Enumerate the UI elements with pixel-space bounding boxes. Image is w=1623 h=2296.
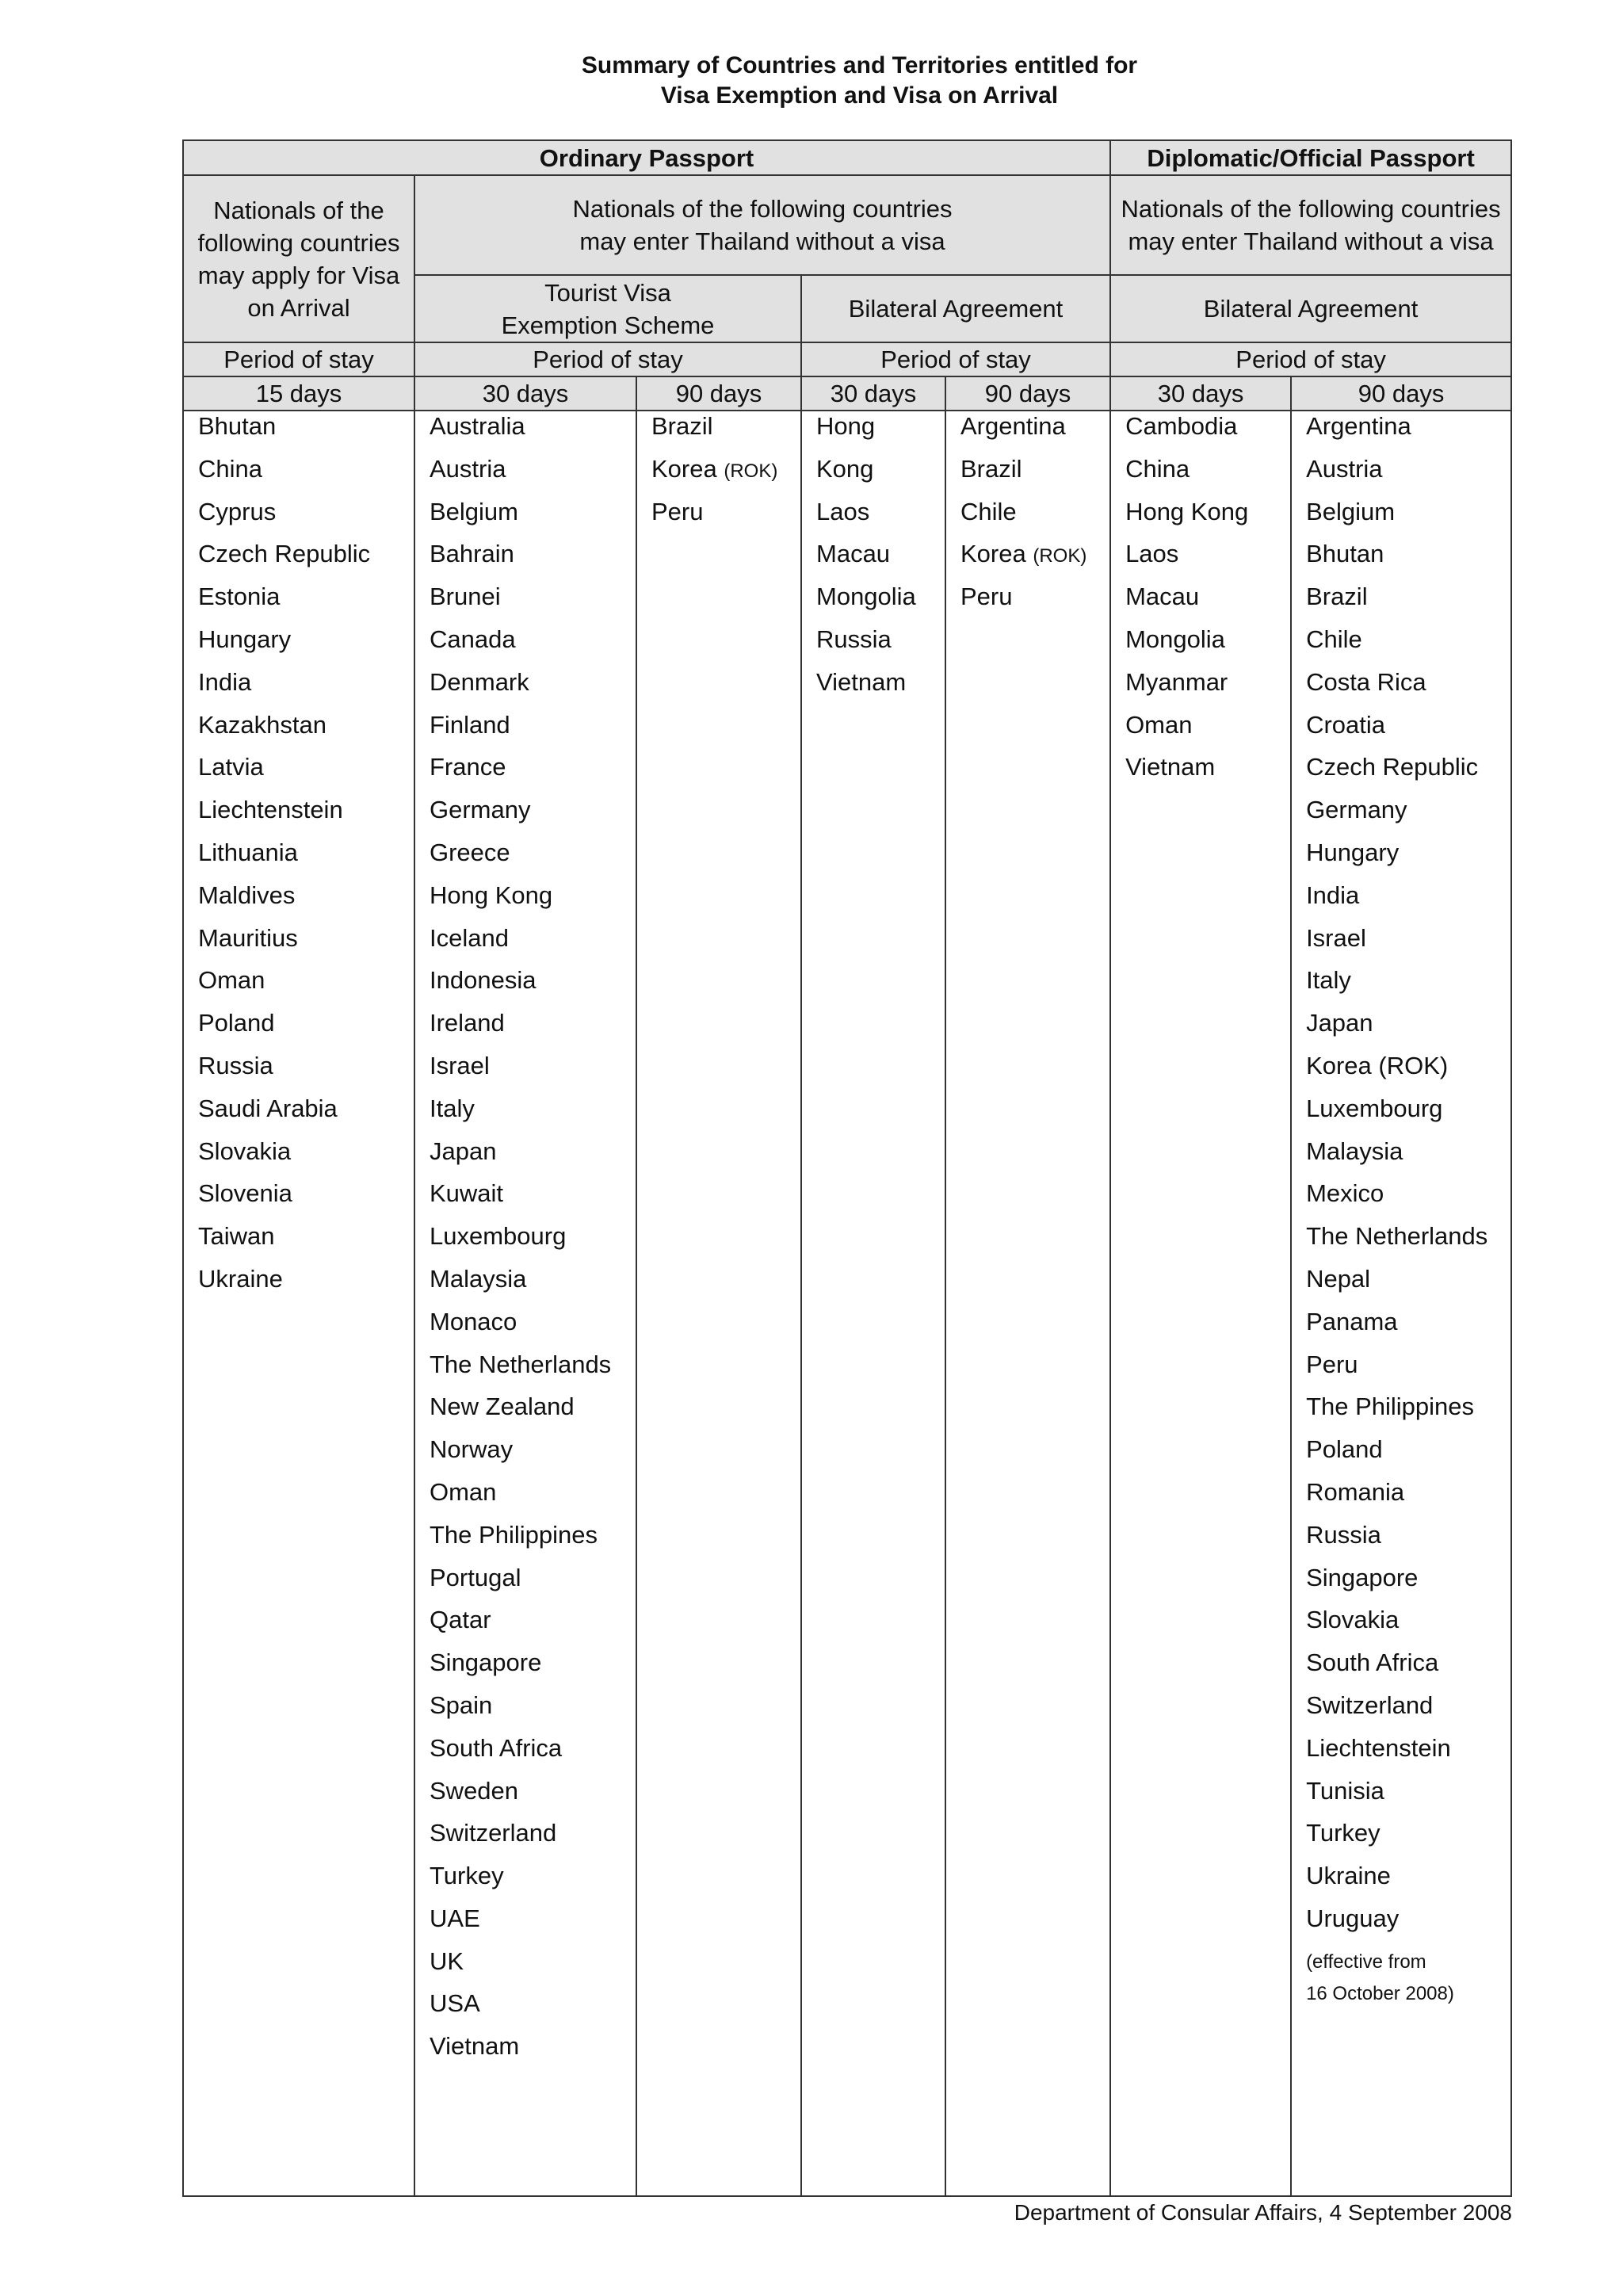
country-item — [960, 497, 1109, 540]
country-item: Tunisia — [1306, 1776, 1384, 1805]
country-item: Luxembourg — [430, 1222, 567, 1251]
country-item: Italy — [1306, 966, 1351, 995]
country-item: Oman — [1125, 710, 1193, 739]
bilateral-30-days-column — [801, 411, 945, 2196]
country-name: Brazil — [651, 412, 713, 440]
country-item: Israel — [1306, 923, 1366, 952]
bilateral-agreement-header: Bilateral Agreement — [801, 275, 1110, 342]
country-item: Latvia — [198, 753, 264, 781]
country-item: Peru — [1306, 1350, 1358, 1378]
country-item: Ireland — [430, 1009, 505, 1037]
country-item: Turkey — [1306, 1819, 1381, 1847]
period-of-stay-tourist: Period of stay — [414, 342, 801, 376]
bilateral-90-days-list — [946, 411, 1109, 625]
country-item: Czech Republic — [1306, 753, 1479, 781]
country-item: Vietnam — [430, 2032, 520, 2061]
period-of-stay-row — [183, 342, 1511, 376]
country-item: Brunei — [430, 583, 501, 611]
country-item: Hong Kong — [1125, 497, 1249, 525]
country-item: UAE — [430, 1904, 480, 1932]
country-item: Macau — [1125, 583, 1200, 611]
country-item: Malaysia — [1306, 1137, 1403, 1165]
country-item: France — [430, 753, 506, 781]
days-tourist-30: 30 days — [414, 376, 636, 411]
country-item: Slovakia — [198, 1137, 292, 1165]
country-item: Luxembourg — [1306, 1094, 1443, 1122]
tourist-exemption-scheme-header — [414, 275, 801, 342]
country-item: New Zealand — [430, 1392, 575, 1421]
country-item — [960, 539, 1109, 582]
country-name: Argentina — [960, 412, 1066, 440]
country-item: The Netherlands — [430, 1350, 612, 1378]
country-suffix: (ROK) — [724, 460, 778, 482]
country-item: Liechtenstein — [1306, 1733, 1451, 1762]
country-item: Bhutan — [1306, 540, 1384, 568]
country-item: Oman — [198, 966, 265, 995]
country-item: Saudi Arabia — [198, 1094, 338, 1122]
country-item: Croatia — [1306, 710, 1385, 739]
tourist-scheme-line-1: Tourist Visa — [544, 278, 671, 307]
country-item — [960, 411, 1109, 454]
country-item: The Philippines — [430, 1520, 598, 1549]
days-row — [183, 376, 1511, 411]
country-item: Maldives — [198, 881, 296, 909]
country-item: USA — [430, 1989, 480, 2018]
country-item: Ukraine — [1306, 1862, 1391, 1890]
country-name: Chile — [960, 497, 1017, 525]
country-item: Vietnam — [1125, 753, 1216, 781]
country-item: India — [198, 667, 252, 696]
country-item: Bhutan — [198, 412, 277, 440]
title-line-2: Visa Exemption and Visa on Arrival — [660, 82, 1059, 109]
visa-exemption-header — [414, 175, 1110, 275]
visa-summary-table — [182, 139, 1512, 2197]
country-item: South Africa — [430, 1733, 563, 1762]
country-name: Peru — [960, 583, 1013, 611]
country-item: Monaco — [430, 1307, 517, 1335]
tourist-30-days-column — [414, 411, 636, 2196]
country-item: Switzerland — [430, 1819, 557, 1847]
country-item: Austria — [430, 454, 506, 483]
period-of-stay-voa: Period of stay — [183, 342, 414, 376]
country-item: Myanmar — [1125, 667, 1228, 696]
country-item: Hungary — [198, 625, 292, 653]
country-item: The Philippines — [1306, 1392, 1475, 1421]
country-item: Ukraine — [198, 1264, 283, 1293]
voa-15-days-list — [184, 411, 414, 1307]
country-item: Kong — [816, 454, 874, 483]
tourist-90-days-list — [637, 411, 800, 539]
country-item: Malaysia — [430, 1264, 527, 1293]
tourist-scheme-line-2: Exemption Scheme — [501, 311, 715, 339]
passport-type-row — [183, 140, 1511, 175]
country-item: Liechtenstein — [198, 796, 343, 824]
country-item: Turkey — [430, 1862, 504, 1890]
country-item: Costa Rica — [1306, 667, 1426, 696]
country-item: Greece — [430, 838, 510, 866]
country-suffix: (ROK) — [1033, 545, 1087, 567]
period-of-stay-bilateral: Period of stay — [801, 342, 1110, 376]
country-item — [651, 454, 800, 497]
country-name: Korea — [960, 540, 1026, 568]
diplomatic-30-days-column — [1110, 411, 1291, 2196]
country-item: Slovenia — [198, 1179, 292, 1208]
country-item: Bahrain — [430, 540, 514, 568]
country-item: Russia — [1306, 1520, 1381, 1549]
country-name: Peru — [651, 497, 704, 525]
country-item: Iceland — [430, 923, 509, 952]
country-lists-row — [183, 411, 1511, 2196]
country-item: Laos — [816, 497, 870, 525]
country-item: Indonesia — [430, 966, 537, 995]
country-item: Italy — [430, 1094, 475, 1122]
country-item: Kazakhstan — [198, 710, 327, 739]
country-item — [960, 582, 1109, 625]
country-item: China — [198, 454, 262, 483]
country-item: China — [1125, 454, 1190, 483]
country-item: Belgium — [430, 497, 518, 525]
country-item: Argentina — [1306, 412, 1411, 440]
days-voa-15: 15 days — [183, 376, 414, 411]
country-item: Uruguay — [1306, 1904, 1400, 1932]
country-name: Brazil — [960, 454, 1022, 483]
bilateral-30-days-list — [802, 411, 945, 710]
ordinary-passport-header: Ordinary Passport — [183, 140, 1110, 175]
country-item: Qatar — [430, 1606, 491, 1634]
country-item: Denmark — [430, 667, 529, 696]
country-item: Hong Kong — [430, 881, 553, 909]
note-line-2: 16 October 2008) — [1306, 1982, 1454, 2004]
country-item: Slovakia — [1306, 1606, 1400, 1634]
footer-source: Department of Consular Affairs, 4 September 2008 — [1014, 2200, 1512, 2225]
days-bilateral-30: 30 days — [801, 376, 945, 411]
country-item: Mexico — [1306, 1179, 1384, 1208]
note-line-1: (effective from — [1306, 1950, 1426, 1973]
visa-exemption-header-line-1: Nationals of the following countries — [572, 195, 953, 223]
country-item: Vietnam — [816, 667, 907, 696]
country-item: The Netherlands — [1306, 1222, 1488, 1251]
country-item: Laos — [1125, 540, 1179, 568]
country-item: Germany — [1306, 796, 1407, 824]
country-item: Switzerland — [1306, 1690, 1434, 1719]
country-item: Spain — [430, 1690, 493, 1719]
country-item: Poland — [198, 1009, 275, 1037]
days-diplomatic-90: 90 days — [1291, 376, 1511, 411]
visa-exemption-header-line-2: may enter Thailand without a visa — [579, 227, 945, 255]
document-title — [0, 51, 1623, 111]
country-item: South Africa — [1306, 1648, 1439, 1677]
country-item: Hungary — [1306, 838, 1400, 866]
country-item: Finland — [430, 710, 510, 739]
country-item: Cyprus — [198, 497, 277, 525]
country-item: Germany — [430, 796, 531, 824]
country-item: Korea (ROK) — [1306, 1051, 1449, 1079]
period-of-stay-diplomatic: Period of stay — [1110, 342, 1511, 376]
days-bilateral-90: 90 days — [945, 376, 1110, 411]
country-item: Romania — [1306, 1477, 1405, 1506]
country-item: Singapore — [1306, 1563, 1419, 1591]
country-item: Kuwait — [430, 1179, 504, 1208]
country-item: Czech Republic — [198, 540, 371, 568]
country-item: Lithuania — [198, 838, 298, 866]
tourist-30-days-list — [415, 411, 636, 2074]
country-item: Japan — [430, 1137, 497, 1165]
title-line-1: Summary of Countries and Territories entitled for — [581, 52, 1138, 78]
country-item: Australia — [430, 412, 525, 440]
bilateral-90-days-column — [945, 411, 1110, 2196]
country-item: Chile — [1306, 625, 1362, 653]
country-item: Norway — [430, 1435, 514, 1464]
country-item: Russia — [816, 625, 892, 653]
country-item: Portugal — [430, 1563, 521, 1591]
country-item: Cambodia — [1125, 412, 1238, 440]
country-item: Canada — [430, 625, 516, 653]
country-item: Japan — [1306, 1009, 1373, 1037]
visa-on-arrival-header: Nationals of the following countries may apply for Visa on Arrival — [183, 175, 414, 342]
country-item: Oman — [430, 1477, 497, 1506]
country-item: Sweden — [430, 1776, 519, 1805]
country-item: Poland — [1306, 1435, 1383, 1464]
country-item: Singapore — [430, 1648, 542, 1677]
description-row — [183, 175, 1511, 275]
country-item: Mongolia — [1125, 625, 1225, 653]
country-item: Taiwan — [198, 1222, 275, 1251]
country-item — [651, 411, 800, 454]
country-item: UK — [430, 1946, 464, 1975]
tourist-90-days-column — [636, 411, 801, 2196]
country-item: Macau — [816, 540, 891, 568]
country-item: Estonia — [198, 583, 281, 611]
country-item: Russia — [198, 1051, 273, 1079]
country-item: Nepal — [1306, 1264, 1371, 1293]
country-item: Israel — [430, 1051, 490, 1079]
country-item: Brazil — [1306, 583, 1368, 611]
voa-15-days-column — [183, 411, 414, 2196]
country-item: Panama — [1306, 1307, 1398, 1335]
country-item: Austria — [1306, 454, 1383, 483]
diplomatic-passport-header: Diplomatic/Official Passport — [1110, 140, 1511, 175]
country-item: India — [1306, 881, 1360, 909]
country-item — [651, 497, 800, 540]
country-item: Mauritius — [198, 923, 298, 952]
diplomatic-bilateral-agreement-header: Bilateral Agreement — [1110, 275, 1511, 342]
country-item — [960, 454, 1109, 497]
diplomatic-exemption-header: Nationals of the following countries may enter Thailand without a visa — [1110, 175, 1511, 275]
diplomatic-90-days-column — [1291, 411, 1511, 2196]
days-tourist-90: 90 days — [636, 376, 801, 411]
diplomatic-30-days-list — [1111, 411, 1290, 795]
country-item: Hong — [816, 412, 876, 440]
country-name: Korea — [651, 454, 717, 483]
effective-date-note — [1292, 1946, 1510, 2010]
diplomatic-90-days-list — [1292, 411, 1510, 1946]
country-item: Mongolia — [816, 583, 916, 611]
days-diplomatic-30: 30 days — [1110, 376, 1291, 411]
country-item: Belgium — [1306, 497, 1396, 525]
